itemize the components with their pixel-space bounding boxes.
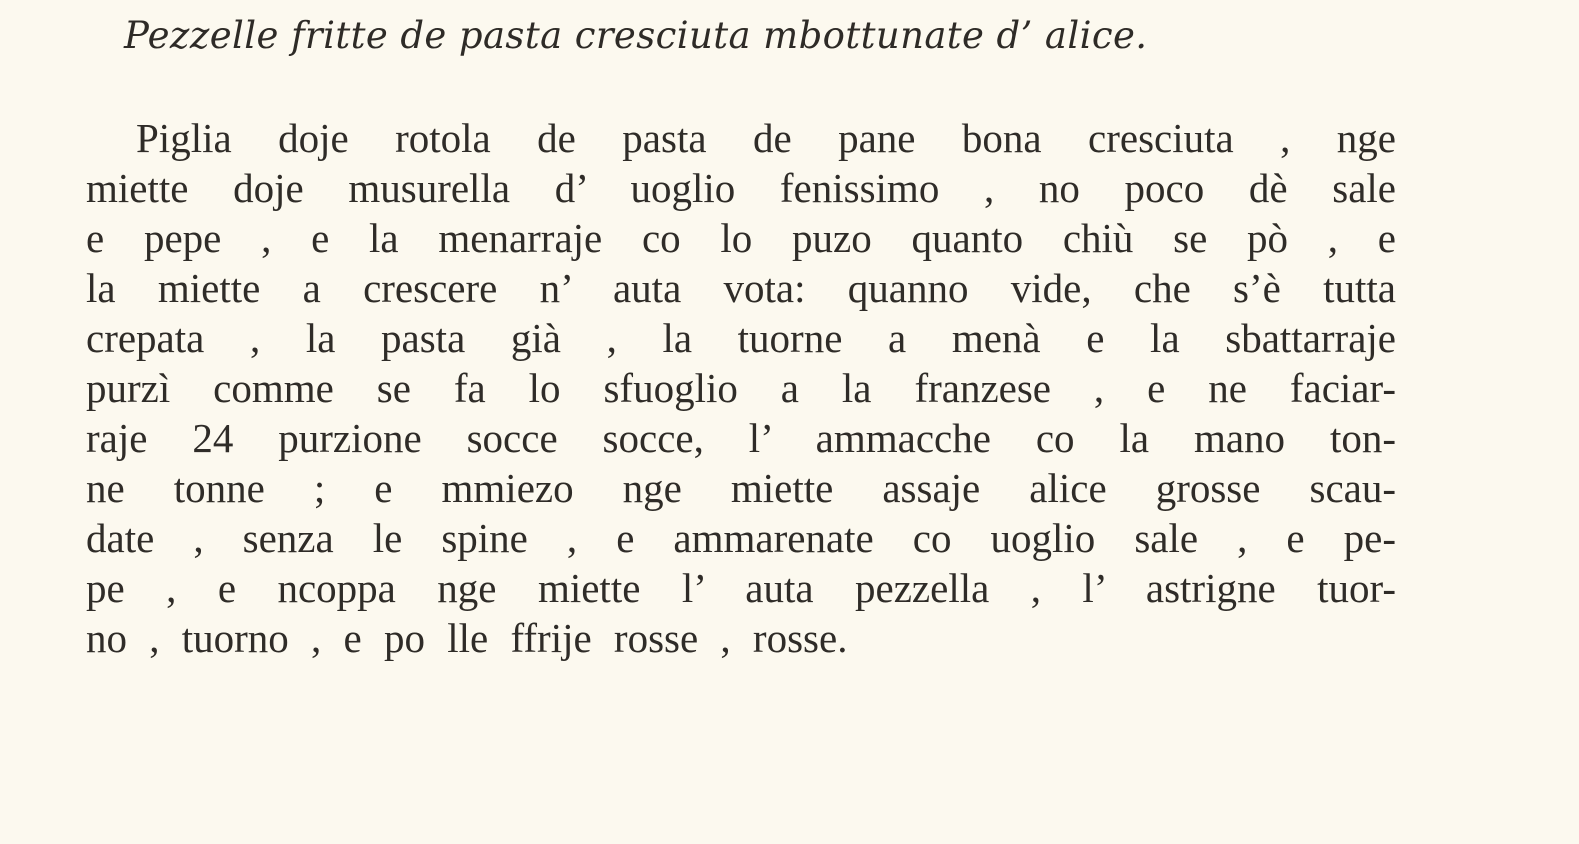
recipe-title: Pezzelle fritte de pasta cresciuta mbottunate d’ alice. bbox=[124, 14, 1148, 57]
text-line: no , tuorno , e po lle ffrije rosse , rosse. bbox=[86, 615, 848, 661]
text-line: raje 24 purzione socce socce, l’ ammacche co la mano ton- bbox=[86, 415, 1396, 461]
text-line: miette doje musurella d’ uoglio fenissimo , no poco dè sale bbox=[86, 165, 1396, 211]
text-line: e pepe , e la menarraje co lo puzo quanto chiù se pò , e bbox=[86, 215, 1396, 261]
text-line: Piglia doje rotola de pasta de pane bona cresciuta , nge bbox=[136, 115, 1396, 161]
text-line: purzì comme se fa lo sfuoglio a la franzese , e ne faciar- bbox=[86, 365, 1396, 411]
text-line: la miette a crescere n’ auta vota: quanno vide, che s’è tutta bbox=[86, 265, 1396, 311]
text-line: crepata , la pasta già , la tuorne a menà e la sbattarraje bbox=[86, 315, 1396, 361]
text-line: ne tonne ; e mmiezo nge miette assaje alice grosse scau- bbox=[86, 465, 1396, 511]
recipe-body bbox=[86, 113, 1396, 663]
text-line: pe , e ncoppa nge miette l’ auta pezzella , l’ astrigne tuor- bbox=[86, 565, 1396, 611]
text-line: date , senza le spine , e ammarenate co uoglio sale , e pe- bbox=[86, 515, 1396, 561]
